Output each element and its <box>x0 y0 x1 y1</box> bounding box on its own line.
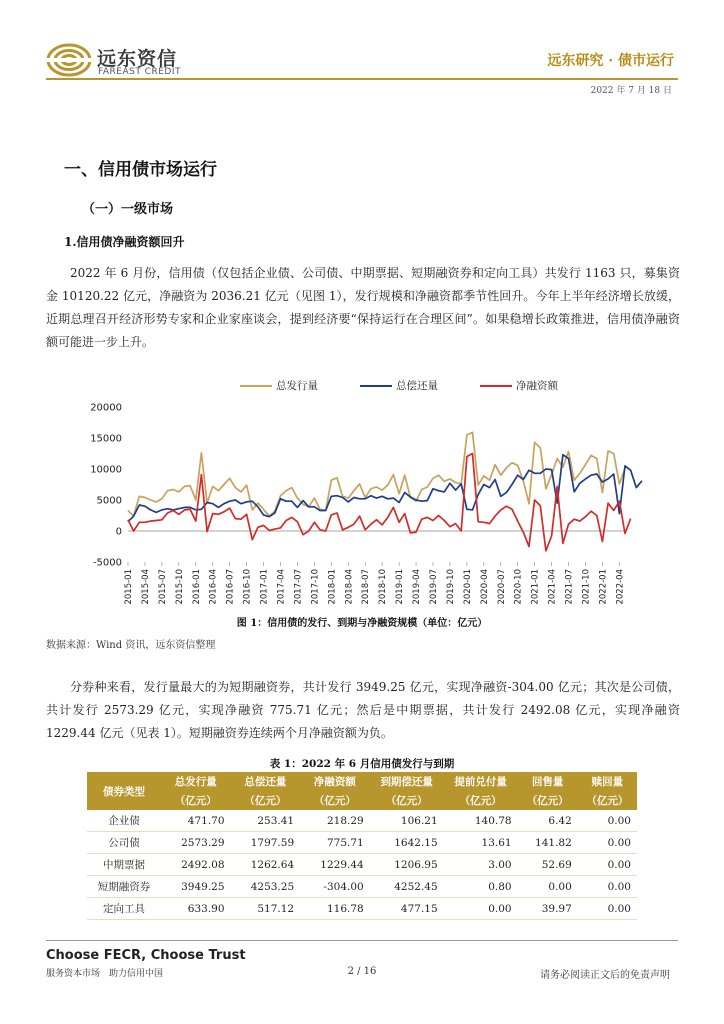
table-row <box>87 810 637 832</box>
col-unit: （亿元） <box>161 791 231 810</box>
page-number: 2 / 16 <box>347 966 377 977</box>
table-cell: 218.29 <box>300 810 370 832</box>
table-cell: 253.41 <box>231 810 301 832</box>
brand-name-cn: 远东资信 <box>97 48 178 70</box>
legend-label: 总发行量 <box>276 380 318 392</box>
legend-item-repayment <box>360 378 438 393</box>
col-header: 提前兑付量 <box>444 772 518 791</box>
col-header: 到期偿还量 <box>370 772 444 791</box>
brand-name-en: FAREAST CREDIT <box>98 67 181 77</box>
section-heading: 一、信用债市场运行 <box>64 160 217 180</box>
x-tick-label: 2015-10 <box>174 569 185 605</box>
table-row <box>87 876 637 898</box>
col-unit: （亿元） <box>444 791 518 810</box>
x-tick-label: 2022-04 <box>615 569 626 605</box>
table-cell: 1262.64 <box>231 854 301 876</box>
col-header: 回售量 <box>518 772 578 791</box>
table-header-row <box>87 772 637 791</box>
table-cell: 2573.29 <box>161 832 231 854</box>
report-section-title: 远东研究 · 债市运行 <box>547 53 674 69</box>
table-cell: 1797.59 <box>231 832 301 854</box>
x-tick-label: 2021-04 <box>547 569 558 605</box>
x-tick-label: 2020-07 <box>496 569 507 605</box>
table-cell: 471.70 <box>161 810 231 832</box>
table-cell: 141.82 <box>518 832 578 854</box>
report-date: 2022 年 7 月 18 日 <box>590 86 672 96</box>
x-tick-label: 2021-07 <box>564 569 575 605</box>
table-cell: 企业债 <box>87 810 161 832</box>
body-paragraph-1: 2022 年 6 月份，信用债（仅包括企业债、公司债、中期票据、短期融资券和定向工具）共发行 1163 只，募集资金 10120.22 亿元，净融资为 2036.21 亿元（见图 1），发行规模和净融资都季节性回升。今年上半年经济增长放缓，近期总理召开经济形势专家和企业家座谈会，提到经济要“保持运行在合理区间”。如果稳增长政策推进，信用债净融资额可能进一步上升。 <box>46 266 680 349</box>
x-tick-label: 2015-07 <box>157 569 168 605</box>
table-cell: 1642.15 <box>370 832 444 854</box>
y-tick-label: 15000 <box>90 433 122 445</box>
x-tick-label: 2017-04 <box>276 569 287 605</box>
table-cell: 140.78 <box>444 810 518 832</box>
y-tick-label: 20000 <box>90 402 122 414</box>
table-title: 表 1：2022 年 6 月信用债发行与到期 <box>269 758 455 770</box>
table-cell: 0.00 <box>578 876 637 898</box>
legend-label: 净融资额 <box>516 380 558 392</box>
table-cell: 中期票据 <box>87 854 161 876</box>
x-tick-label: 2022-01 <box>598 569 609 605</box>
x-tick-label: 2021-01 <box>530 569 541 605</box>
x-tick-label: 2017-10 <box>310 569 321 605</box>
table-cell: 3949.25 <box>161 876 231 898</box>
table-cell: -304.00 <box>300 876 370 898</box>
x-tick-label: 2016-01 <box>191 569 202 605</box>
table-cell: 633.90 <box>161 898 231 920</box>
table-cell: 0.80 <box>444 876 518 898</box>
y-tick-label: -5000 <box>92 557 122 569</box>
table-cell: 公司债 <box>87 832 161 854</box>
body-paragraph-2: 分券种来看，发行量最大的为短期融资券，共计发行 3949.25 亿元，实现净融资-304.00 亿元；其次是公司债，共计发行 2573.29 亿元，实现净融资 775.71 亿元；然后是中期票据，共计发行 2492.08 亿元，实现净融资 1229.44 亿元（见表 1）。短期融资券连续两个月净融资额为负。 <box>46 680 680 740</box>
x-tick-label: 2017-01 <box>259 569 270 605</box>
x-tick-label: 2016-04 <box>208 569 219 605</box>
bond-issuance-table <box>87 772 637 920</box>
topic-heading: 1.信用债净融资额回升 <box>64 235 185 249</box>
table-cell: 0.00 <box>578 898 637 920</box>
table-cell: 0.00 <box>578 810 637 832</box>
table-row <box>87 854 637 876</box>
y-tick-label: 10000 <box>90 464 122 476</box>
table-cell: 4253.25 <box>231 876 301 898</box>
footer-brand: Choose FECR, Choose Trust <box>46 948 246 963</box>
table-cell: 106.21 <box>370 810 444 832</box>
x-tick-label: 2018-01 <box>327 569 338 605</box>
fareast-logo-icon <box>46 42 92 78</box>
table-cell: 6.42 <box>518 810 578 832</box>
x-tick-label: 2019-04 <box>412 569 423 605</box>
table-row <box>87 832 637 854</box>
legend-item-issuance <box>240 378 318 393</box>
col-header: 总发行量 <box>161 772 231 791</box>
footer-divider <box>46 940 678 941</box>
table-cell: 定向工具 <box>87 898 161 920</box>
x-tick-label: 2020-10 <box>513 569 524 605</box>
x-tick-label: 2018-04 <box>344 569 355 605</box>
table-cell: 116.78 <box>300 898 370 920</box>
table-cell: 477.15 <box>370 898 444 920</box>
x-tick-label: 2016-10 <box>242 569 253 605</box>
table-cell: 1206.95 <box>370 854 444 876</box>
footer-slogan: 服务资本市场 助力信用中国 <box>46 969 164 979</box>
table-cell: 39.97 <box>518 898 578 920</box>
col-unit: （亿元） <box>370 791 444 810</box>
col-unit: （亿元） <box>578 791 637 810</box>
x-tick-label: 2020-04 <box>479 569 490 605</box>
col-header: 净融资额 <box>300 772 370 791</box>
table-cell: 2492.08 <box>161 854 231 876</box>
table-cell: 517.12 <box>231 898 301 920</box>
y-tick-label: 0 <box>115 526 122 538</box>
legend-item-net-financing <box>480 378 558 393</box>
table-cell: 3.00 <box>444 854 518 876</box>
footer-disclaimer: 请务必阅读正文后的免责声明 <box>540 970 670 981</box>
y-tick-label: 5000 <box>96 495 122 507</box>
table-cell: 0.00 <box>444 898 518 920</box>
x-tick-label: 2018-10 <box>378 569 389 605</box>
col-header-type: 债券类型 <box>87 772 161 810</box>
table-cell: 13.61 <box>444 832 518 854</box>
x-tick-label: 2017-07 <box>293 569 304 605</box>
x-tick-label: 2021-10 <box>581 569 592 605</box>
table-cell: 775.71 <box>300 832 370 854</box>
header-divider <box>46 78 678 80</box>
table-cell: 短期融资券 <box>87 876 161 898</box>
x-tick-label: 2015-01 <box>124 569 134 605</box>
table-cell: 0.00 <box>518 876 578 898</box>
col-header: 总偿还量 <box>231 772 301 791</box>
col-header: 赎回量 <box>578 772 637 791</box>
table-row <box>87 898 637 920</box>
table-cell: 52.69 <box>518 854 578 876</box>
subsection-heading: （一）一级市场 <box>82 202 174 217</box>
table-cell: 4252.45 <box>370 876 444 898</box>
series-line <box>128 432 625 516</box>
credit-bond-chart <box>60 395 660 610</box>
x-tick-label: 2019-01 <box>395 569 406 605</box>
table-cell: 1229.44 <box>300 854 370 876</box>
table-cell: 0.00 <box>578 854 637 876</box>
x-tick-label: 2018-07 <box>361 569 372 605</box>
x-tick-label: 2019-07 <box>428 569 439 605</box>
x-tick-label: 2015-04 <box>140 569 151 605</box>
table-header-unit-row <box>87 791 637 810</box>
col-unit: （亿元） <box>300 791 370 810</box>
x-tick-label: 2016-07 <box>225 569 236 605</box>
figure-caption: 图 1：信用债的发行、到期与净融资规模（单位：亿元） <box>236 618 488 629</box>
col-unit: （亿元） <box>518 791 578 810</box>
table-cell: 0.00 <box>578 832 637 854</box>
x-tick-label: 2019-10 <box>445 569 456 605</box>
col-unit: （亿元） <box>231 791 301 810</box>
x-tick-label: 2020-01 <box>462 569 473 605</box>
legend-label: 总偿还量 <box>396 380 438 392</box>
figure-source: 数据来源：Wind 资讯，远东资信整理 <box>46 640 216 651</box>
